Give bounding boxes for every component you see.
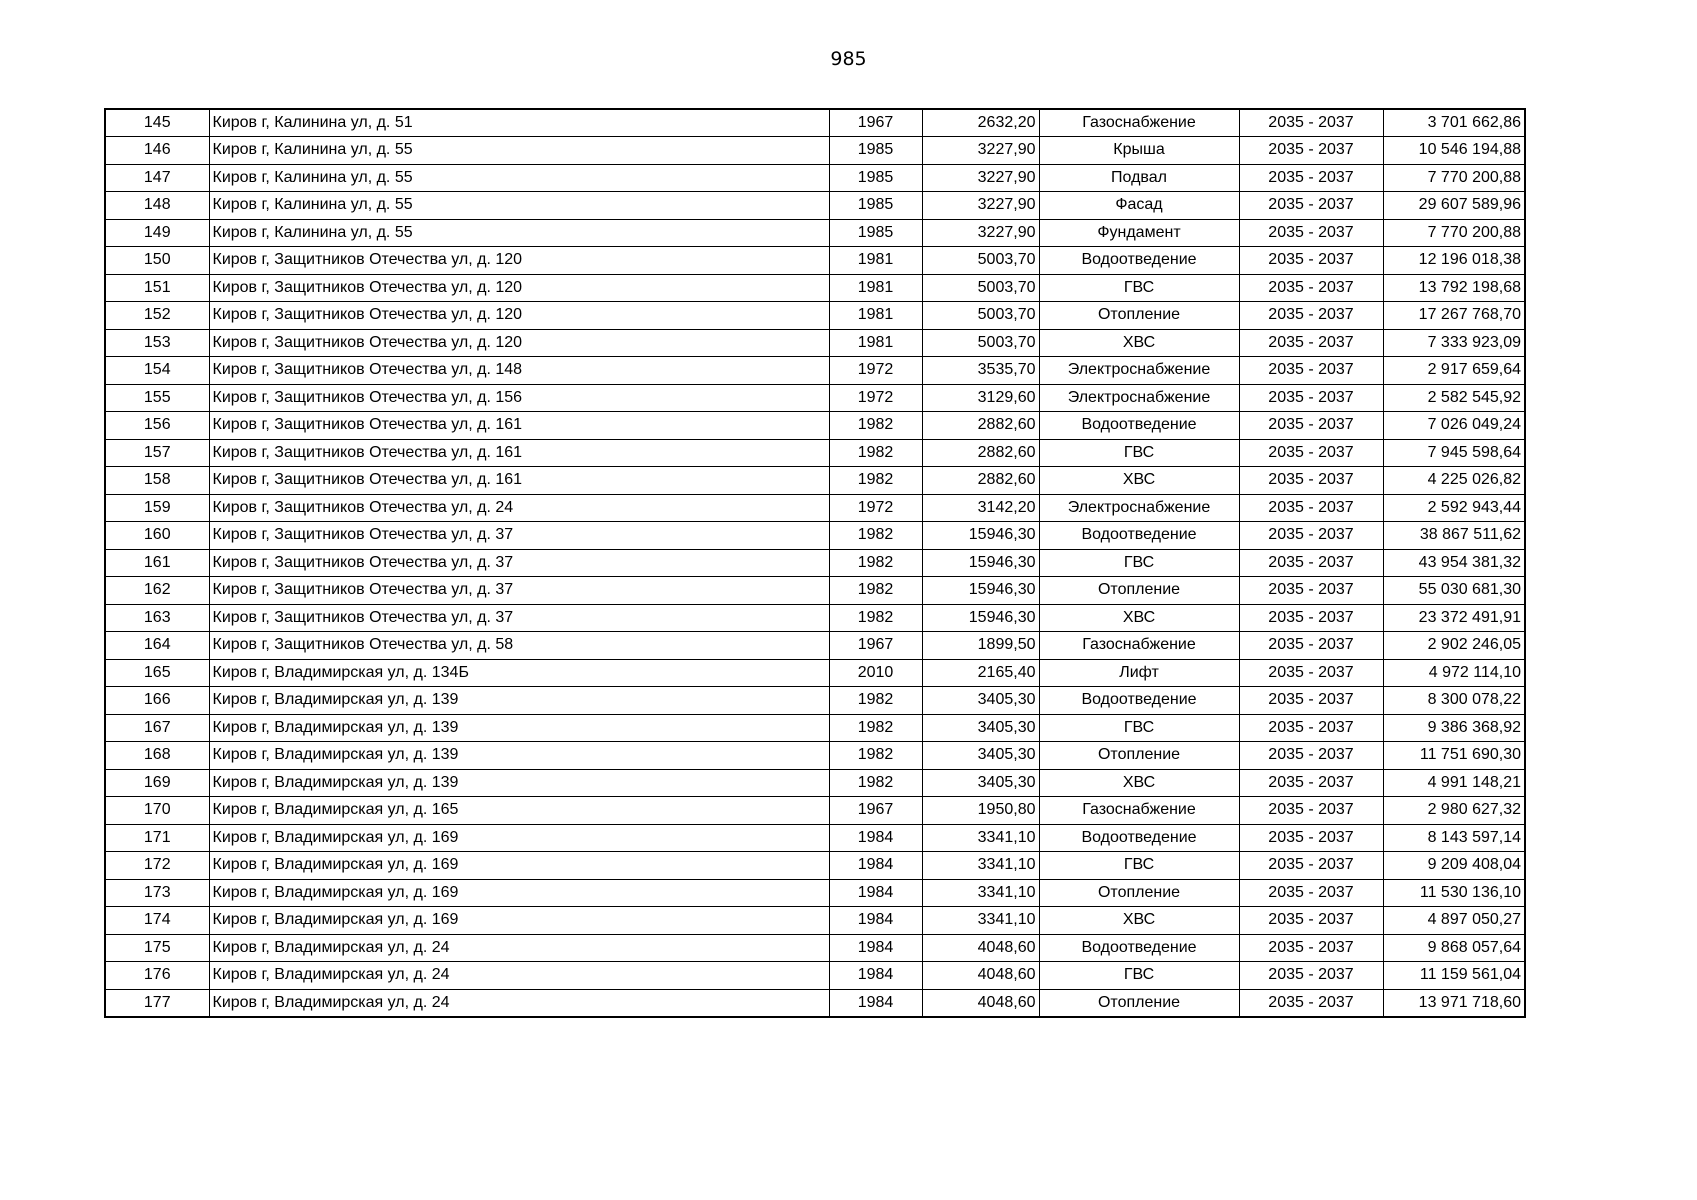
cost-cell: 12 196 018,38 bbox=[1383, 247, 1525, 275]
cost-cell: 2 980 627,32 bbox=[1383, 797, 1525, 825]
work-type-cell: Газоснабжение bbox=[1039, 109, 1239, 137]
row-number-cell: 170 bbox=[105, 797, 209, 825]
table-row bbox=[105, 742, 1525, 770]
work-type-cell: Водоотведение bbox=[1039, 412, 1239, 440]
row-number-cell: 155 bbox=[105, 384, 209, 412]
address-cell: Киров г, Владимирская ул, д. 24 bbox=[209, 989, 829, 1017]
area-cell: 3142,20 bbox=[922, 494, 1039, 522]
cost-cell: 7 333 923,09 bbox=[1383, 329, 1525, 357]
cost-cell: 9 209 408,04 bbox=[1383, 852, 1525, 880]
period-cell: 2035 - 2037 bbox=[1239, 302, 1383, 330]
period-cell: 2035 - 2037 bbox=[1239, 632, 1383, 660]
cost-cell: 2 902 246,05 bbox=[1383, 632, 1525, 660]
address-cell: Киров г, Владимирская ул, д. 169 bbox=[209, 907, 829, 935]
address-cell: Киров г, Защитников Отечества ул, д. 37 bbox=[209, 522, 829, 550]
cost-cell: 10 546 194,88 bbox=[1383, 137, 1525, 165]
table-body bbox=[105, 109, 1525, 1017]
build-year-cell: 1981 bbox=[829, 302, 922, 330]
period-cell: 2035 - 2037 bbox=[1239, 439, 1383, 467]
period-cell: 2035 - 2037 bbox=[1239, 164, 1383, 192]
work-type-cell: Фасад bbox=[1039, 192, 1239, 220]
build-year-cell: 1984 bbox=[829, 824, 922, 852]
row-number-cell: 173 bbox=[105, 879, 209, 907]
area-cell: 4048,60 bbox=[922, 962, 1039, 990]
area-cell: 3405,30 bbox=[922, 687, 1039, 715]
area-cell: 5003,70 bbox=[922, 329, 1039, 357]
row-number-cell: 175 bbox=[105, 934, 209, 962]
cost-cell: 7 945 598,64 bbox=[1383, 439, 1525, 467]
row-number-cell: 159 bbox=[105, 494, 209, 522]
table-row bbox=[105, 797, 1525, 825]
address-cell: Киров г, Защитников Отечества ул, д. 120 bbox=[209, 302, 829, 330]
period-cell: 2035 - 2037 bbox=[1239, 934, 1383, 962]
work-type-cell: Отопление bbox=[1039, 879, 1239, 907]
table-row bbox=[105, 577, 1525, 605]
row-number-cell: 157 bbox=[105, 439, 209, 467]
period-cell: 2035 - 2037 bbox=[1239, 494, 1383, 522]
area-cell: 15946,30 bbox=[922, 577, 1039, 605]
area-cell: 5003,70 bbox=[922, 247, 1039, 275]
work-type-cell: ХВС bbox=[1039, 769, 1239, 797]
period-cell: 2035 - 2037 bbox=[1239, 962, 1383, 990]
row-number-cell: 146 bbox=[105, 137, 209, 165]
cost-cell: 9 868 057,64 bbox=[1383, 934, 1525, 962]
row-number-cell: 161 bbox=[105, 549, 209, 577]
area-cell: 3227,90 bbox=[922, 164, 1039, 192]
row-number-cell: 160 bbox=[105, 522, 209, 550]
table-row bbox=[105, 962, 1525, 990]
build-year-cell: 1982 bbox=[829, 439, 922, 467]
area-cell: 2882,60 bbox=[922, 439, 1039, 467]
build-year-cell: 1967 bbox=[829, 632, 922, 660]
table-row bbox=[105, 439, 1525, 467]
build-year-cell: 1982 bbox=[829, 742, 922, 770]
period-cell: 2035 - 2037 bbox=[1239, 247, 1383, 275]
period-cell: 2035 - 2037 bbox=[1239, 357, 1383, 385]
area-cell: 3341,10 bbox=[922, 879, 1039, 907]
build-year-cell: 1981 bbox=[829, 247, 922, 275]
area-cell: 15946,30 bbox=[922, 604, 1039, 632]
row-number-cell: 162 bbox=[105, 577, 209, 605]
build-year-cell: 1985 bbox=[829, 164, 922, 192]
period-cell: 2035 - 2037 bbox=[1239, 109, 1383, 137]
period-cell: 2035 - 2037 bbox=[1239, 852, 1383, 880]
address-cell: Киров г, Защитников Отечества ул, д. 156 bbox=[209, 384, 829, 412]
cost-cell: 23 372 491,91 bbox=[1383, 604, 1525, 632]
address-cell: Киров г, Владимирская ул, д. 165 bbox=[209, 797, 829, 825]
build-year-cell: 1984 bbox=[829, 962, 922, 990]
table-row bbox=[105, 934, 1525, 962]
period-cell: 2035 - 2037 bbox=[1239, 824, 1383, 852]
address-cell: Киров г, Калинина ул, д. 55 bbox=[209, 164, 829, 192]
area-cell: 2882,60 bbox=[922, 467, 1039, 495]
row-number-cell: 154 bbox=[105, 357, 209, 385]
row-number-cell: 174 bbox=[105, 907, 209, 935]
work-type-cell: Фундамент bbox=[1039, 219, 1239, 247]
area-cell: 3341,10 bbox=[922, 907, 1039, 935]
build-year-cell: 1982 bbox=[829, 604, 922, 632]
area-cell: 15946,30 bbox=[922, 549, 1039, 577]
work-type-cell: Водоотведение bbox=[1039, 522, 1239, 550]
cost-cell: 2 592 943,44 bbox=[1383, 494, 1525, 522]
period-cell: 2035 - 2037 bbox=[1239, 659, 1383, 687]
address-cell: Киров г, Калинина ул, д. 55 bbox=[209, 192, 829, 220]
address-cell: Киров г, Владимирская ул, д. 24 bbox=[209, 962, 829, 990]
cost-cell: 4 225 026,82 bbox=[1383, 467, 1525, 495]
build-year-cell: 1982 bbox=[829, 467, 922, 495]
period-cell: 2035 - 2037 bbox=[1239, 329, 1383, 357]
build-year-cell: 1984 bbox=[829, 852, 922, 880]
row-number-cell: 152 bbox=[105, 302, 209, 330]
work-type-cell: Отопление bbox=[1039, 577, 1239, 605]
table-row bbox=[105, 109, 1525, 137]
table-row bbox=[105, 659, 1525, 687]
period-cell: 2035 - 2037 bbox=[1239, 467, 1383, 495]
table-row bbox=[105, 907, 1525, 935]
table-row bbox=[105, 549, 1525, 577]
table-row bbox=[105, 604, 1525, 632]
cost-cell: 4 972 114,10 bbox=[1383, 659, 1525, 687]
table-row bbox=[105, 192, 1525, 220]
work-type-cell: Электроснабжение bbox=[1039, 384, 1239, 412]
cost-cell: 7 026 049,24 bbox=[1383, 412, 1525, 440]
build-year-cell: 1984 bbox=[829, 907, 922, 935]
work-type-cell: ГВС bbox=[1039, 274, 1239, 302]
build-year-cell: 1972 bbox=[829, 494, 922, 522]
work-type-cell: Газоснабжение bbox=[1039, 632, 1239, 660]
address-cell: Киров г, Защитников Отечества ул, д. 58 bbox=[209, 632, 829, 660]
address-cell: Киров г, Калинина ул, д. 55 bbox=[209, 137, 829, 165]
area-cell: 15946,30 bbox=[922, 522, 1039, 550]
address-cell: Киров г, Калинина ул, д. 51 bbox=[209, 109, 829, 137]
period-cell: 2035 - 2037 bbox=[1239, 522, 1383, 550]
work-type-cell: Подвал bbox=[1039, 164, 1239, 192]
build-year-cell: 1982 bbox=[829, 577, 922, 605]
work-type-cell: ХВС bbox=[1039, 467, 1239, 495]
cost-cell: 3 701 662,86 bbox=[1383, 109, 1525, 137]
work-type-cell: Электроснабжение bbox=[1039, 494, 1239, 522]
row-number-cell: 166 bbox=[105, 687, 209, 715]
row-number-cell: 151 bbox=[105, 274, 209, 302]
address-cell: Киров г, Защитников Отечества ул, д. 161 bbox=[209, 412, 829, 440]
table-row bbox=[105, 824, 1525, 852]
cost-cell: 17 267 768,70 bbox=[1383, 302, 1525, 330]
work-type-cell: ГВС bbox=[1039, 852, 1239, 880]
build-year-cell: 1982 bbox=[829, 522, 922, 550]
row-number-cell: 165 bbox=[105, 659, 209, 687]
area-cell: 5003,70 bbox=[922, 302, 1039, 330]
address-cell: Киров г, Владимирская ул, д. 139 bbox=[209, 687, 829, 715]
table-row bbox=[105, 412, 1525, 440]
area-cell: 3405,30 bbox=[922, 742, 1039, 770]
work-type-cell: Газоснабжение bbox=[1039, 797, 1239, 825]
work-type-cell: Отопление bbox=[1039, 989, 1239, 1017]
area-cell: 4048,60 bbox=[922, 934, 1039, 962]
table-row bbox=[105, 164, 1525, 192]
period-cell: 2035 - 2037 bbox=[1239, 604, 1383, 632]
cost-cell: 8 143 597,14 bbox=[1383, 824, 1525, 852]
cost-cell: 7 770 200,88 bbox=[1383, 219, 1525, 247]
cost-cell: 55 030 681,30 bbox=[1383, 577, 1525, 605]
page-number: 985 bbox=[830, 48, 867, 70]
work-type-cell: Крыша bbox=[1039, 137, 1239, 165]
table-row bbox=[105, 274, 1525, 302]
area-cell: 2165,40 bbox=[922, 659, 1039, 687]
area-cell: 4048,60 bbox=[922, 989, 1039, 1017]
area-cell: 2882,60 bbox=[922, 412, 1039, 440]
period-cell: 2035 - 2037 bbox=[1239, 714, 1383, 742]
work-type-cell: Электроснабжение bbox=[1039, 357, 1239, 385]
table-row bbox=[105, 137, 1525, 165]
table-row bbox=[105, 687, 1525, 715]
row-number-cell: 156 bbox=[105, 412, 209, 440]
area-cell: 1950,80 bbox=[922, 797, 1039, 825]
build-year-cell: 1982 bbox=[829, 687, 922, 715]
row-number-cell: 177 bbox=[105, 989, 209, 1017]
area-cell: 3405,30 bbox=[922, 714, 1039, 742]
period-cell: 2035 - 2037 bbox=[1239, 577, 1383, 605]
area-cell: 5003,70 bbox=[922, 274, 1039, 302]
work-type-cell: ГВС bbox=[1039, 962, 1239, 990]
build-year-cell: 1982 bbox=[829, 769, 922, 797]
address-cell: Киров г, Владимирская ул, д. 139 bbox=[209, 742, 829, 770]
cost-cell: 4 991 148,21 bbox=[1383, 769, 1525, 797]
build-year-cell: 1985 bbox=[829, 192, 922, 220]
build-year-cell: 1972 bbox=[829, 384, 922, 412]
table-row bbox=[105, 769, 1525, 797]
area-cell: 3341,10 bbox=[922, 852, 1039, 880]
build-year-cell: 2010 bbox=[829, 659, 922, 687]
period-cell: 2035 - 2037 bbox=[1239, 769, 1383, 797]
period-cell: 2035 - 2037 bbox=[1239, 412, 1383, 440]
build-year-cell: 1972 bbox=[829, 357, 922, 385]
table-row bbox=[105, 302, 1525, 330]
period-cell: 2035 - 2037 bbox=[1239, 549, 1383, 577]
row-number-cell: 149 bbox=[105, 219, 209, 247]
row-number-cell: 163 bbox=[105, 604, 209, 632]
cost-cell: 38 867 511,62 bbox=[1383, 522, 1525, 550]
address-cell: Киров г, Защитников Отечества ул, д. 120 bbox=[209, 247, 829, 275]
table-row bbox=[105, 384, 1525, 412]
address-cell: Киров г, Владимирская ул, д. 169 bbox=[209, 879, 829, 907]
work-type-cell: Водоотведение bbox=[1039, 247, 1239, 275]
period-cell: 2035 - 2037 bbox=[1239, 384, 1383, 412]
area-cell: 3227,90 bbox=[922, 137, 1039, 165]
build-year-cell: 1967 bbox=[829, 797, 922, 825]
work-type-cell: ХВС bbox=[1039, 329, 1239, 357]
period-cell: 2035 - 2037 bbox=[1239, 137, 1383, 165]
table-row bbox=[105, 632, 1525, 660]
work-type-cell: Водоотведение bbox=[1039, 934, 1239, 962]
cost-cell: 4 897 050,27 bbox=[1383, 907, 1525, 935]
work-type-cell: Отопление bbox=[1039, 302, 1239, 330]
work-type-cell: ХВС bbox=[1039, 907, 1239, 935]
row-number-cell: 150 bbox=[105, 247, 209, 275]
address-cell: Киров г, Защитников Отечества ул, д. 161 bbox=[209, 467, 829, 495]
cost-cell: 13 971 718,60 bbox=[1383, 989, 1525, 1017]
table-row bbox=[105, 714, 1525, 742]
table-row bbox=[105, 329, 1525, 357]
address-cell: Киров г, Калинина ул, д. 55 bbox=[209, 219, 829, 247]
cost-cell: 11 530 136,10 bbox=[1383, 879, 1525, 907]
period-cell: 2035 - 2037 bbox=[1239, 797, 1383, 825]
work-type-cell: ХВС bbox=[1039, 604, 1239, 632]
address-cell: Киров г, Защитников Отечества ул, д. 37 bbox=[209, 549, 829, 577]
table-row bbox=[105, 247, 1525, 275]
row-number-cell: 167 bbox=[105, 714, 209, 742]
cost-cell: 11 751 690,30 bbox=[1383, 742, 1525, 770]
work-type-cell: ГВС bbox=[1039, 439, 1239, 467]
period-cell: 2035 - 2037 bbox=[1239, 687, 1383, 715]
period-cell: 2035 - 2037 bbox=[1239, 192, 1383, 220]
address-cell: Киров г, Владимирская ул, д. 169 bbox=[209, 824, 829, 852]
area-cell: 3227,90 bbox=[922, 219, 1039, 247]
address-cell: Киров г, Защитников Отечества ул, д. 148 bbox=[209, 357, 829, 385]
period-cell: 2035 - 2037 bbox=[1239, 274, 1383, 302]
area-cell: 1899,50 bbox=[922, 632, 1039, 660]
table-row bbox=[105, 989, 1525, 1017]
cost-cell: 43 954 381,32 bbox=[1383, 549, 1525, 577]
cost-cell: 2 582 545,92 bbox=[1383, 384, 1525, 412]
build-year-cell: 1981 bbox=[829, 329, 922, 357]
cost-cell: 8 300 078,22 bbox=[1383, 687, 1525, 715]
row-number-cell: 168 bbox=[105, 742, 209, 770]
work-type-cell: Водоотведение bbox=[1039, 824, 1239, 852]
build-year-cell: 1985 bbox=[829, 137, 922, 165]
table-row bbox=[105, 852, 1525, 880]
area-cell: 3227,90 bbox=[922, 192, 1039, 220]
row-number-cell: 171 bbox=[105, 824, 209, 852]
build-year-cell: 1985 bbox=[829, 219, 922, 247]
period-cell: 2035 - 2037 bbox=[1239, 907, 1383, 935]
row-number-cell: 172 bbox=[105, 852, 209, 880]
row-number-cell: 153 bbox=[105, 329, 209, 357]
cost-cell: 7 770 200,88 bbox=[1383, 164, 1525, 192]
work-type-cell: Лифт bbox=[1039, 659, 1239, 687]
address-cell: Киров г, Защитников Отечества ул, д. 120 bbox=[209, 274, 829, 302]
row-number-cell: 169 bbox=[105, 769, 209, 797]
period-cell: 2035 - 2037 bbox=[1239, 989, 1383, 1017]
build-year-cell: 1982 bbox=[829, 549, 922, 577]
table-row bbox=[105, 357, 1525, 385]
area-cell: 2632,20 bbox=[922, 109, 1039, 137]
table-row bbox=[105, 467, 1525, 495]
address-cell: Киров г, Защитников Отечества ул, д. 24 bbox=[209, 494, 829, 522]
build-year-cell: 1982 bbox=[829, 714, 922, 742]
area-cell: 3341,10 bbox=[922, 824, 1039, 852]
table-row bbox=[105, 879, 1525, 907]
work-type-cell: ГВС bbox=[1039, 714, 1239, 742]
build-year-cell: 1984 bbox=[829, 934, 922, 962]
build-year-cell: 1981 bbox=[829, 274, 922, 302]
table-row bbox=[105, 494, 1525, 522]
table-row bbox=[105, 219, 1525, 247]
cost-cell: 29 607 589,96 bbox=[1383, 192, 1525, 220]
build-year-cell: 1967 bbox=[829, 109, 922, 137]
address-cell: Киров г, Защитников Отечества ул, д. 37 bbox=[209, 577, 829, 605]
cost-cell: 2 917 659,64 bbox=[1383, 357, 1525, 385]
area-cell: 3129,60 bbox=[922, 384, 1039, 412]
cost-cell: 9 386 368,92 bbox=[1383, 714, 1525, 742]
row-number-cell: 148 bbox=[105, 192, 209, 220]
period-cell: 2035 - 2037 bbox=[1239, 219, 1383, 247]
work-type-cell: Отопление bbox=[1039, 742, 1239, 770]
table-row bbox=[105, 522, 1525, 550]
area-cell: 3535,70 bbox=[922, 357, 1039, 385]
work-type-cell: Водоотведение bbox=[1039, 687, 1239, 715]
address-cell: Киров г, Владимирская ул, д. 169 bbox=[209, 852, 829, 880]
address-cell: Киров г, Защитников Отечества ул, д. 120 bbox=[209, 329, 829, 357]
row-number-cell: 158 bbox=[105, 467, 209, 495]
period-cell: 2035 - 2037 bbox=[1239, 879, 1383, 907]
address-cell: Киров г, Владимирская ул, д. 139 bbox=[209, 769, 829, 797]
address-cell: Киров г, Защитников Отечества ул, д. 161 bbox=[209, 439, 829, 467]
build-year-cell: 1982 bbox=[829, 412, 922, 440]
row-number-cell: 145 bbox=[105, 109, 209, 137]
row-number-cell: 176 bbox=[105, 962, 209, 990]
cost-cell: 13 792 198,68 bbox=[1383, 274, 1525, 302]
repair-schedule-table bbox=[104, 108, 1526, 1018]
address-cell: Киров г, Владимирская ул, д. 24 bbox=[209, 934, 829, 962]
build-year-cell: 1984 bbox=[829, 989, 922, 1017]
row-number-cell: 147 bbox=[105, 164, 209, 192]
address-cell: Киров г, Защитников Отечества ул, д. 37 bbox=[209, 604, 829, 632]
cost-cell: 11 159 561,04 bbox=[1383, 962, 1525, 990]
address-cell: Киров г, Владимирская ул, д. 134Б bbox=[209, 659, 829, 687]
row-number-cell: 164 bbox=[105, 632, 209, 660]
work-type-cell: ГВС bbox=[1039, 549, 1239, 577]
period-cell: 2035 - 2037 bbox=[1239, 742, 1383, 770]
build-year-cell: 1984 bbox=[829, 879, 922, 907]
area-cell: 3405,30 bbox=[922, 769, 1039, 797]
address-cell: Киров г, Владимирская ул, д. 139 bbox=[209, 714, 829, 742]
